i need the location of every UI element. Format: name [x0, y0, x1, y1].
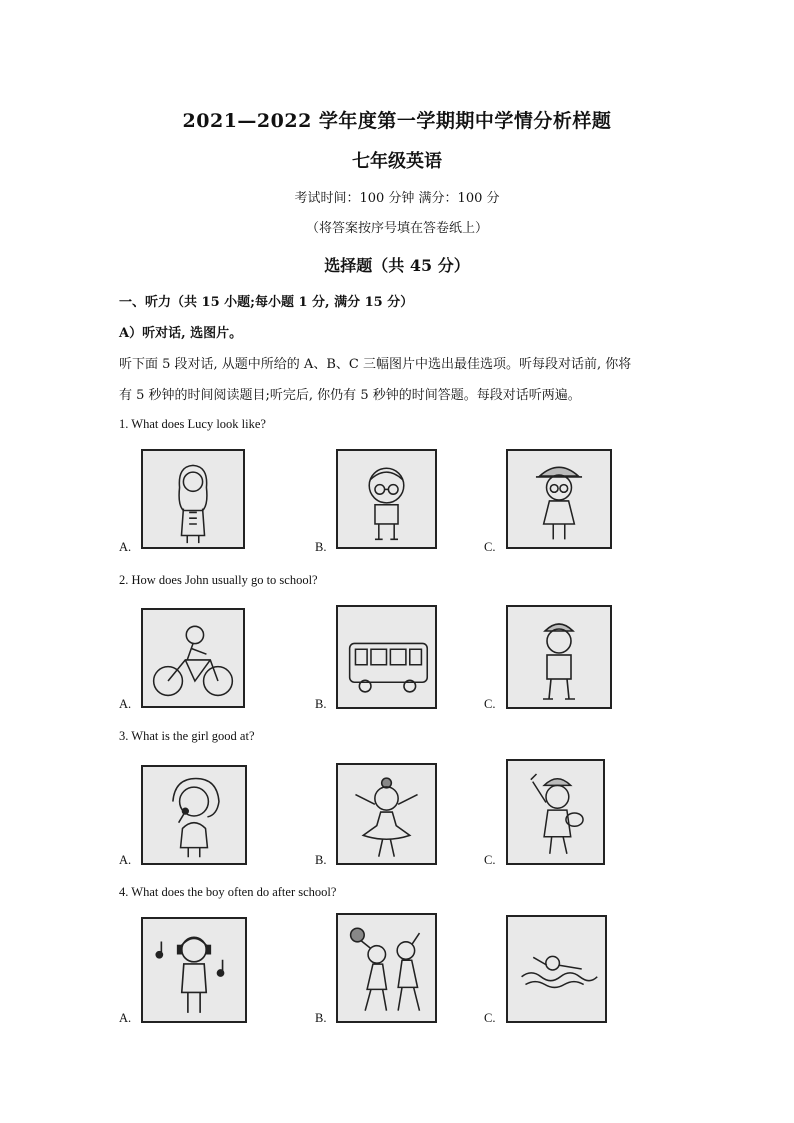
option-4a: A.	[119, 1011, 132, 1025]
music-boy-icon	[141, 917, 247, 1023]
girl-long-hair-icon	[141, 449, 245, 549]
exam-title: 2021—2022 学年度第一学期期中学情分析样题	[182, 110, 612, 132]
option-1c: C.	[484, 540, 496, 554]
option-4c: C.	[484, 1011, 496, 1025]
boy-glasses-icon	[336, 449, 437, 549]
instructions-line-2: 有 5 秒钟的时间阅读题目;听完后, 你仍有 5 秒钟的时间答题。每段对话听两遍。	[119, 388, 581, 403]
subject-title: 七年级英语	[352, 151, 442, 172]
section-title: 选择题（共 45 分）	[324, 256, 470, 275]
instructions-line-1: 听下面 5 段对话, 从题中所给的 A、B、C 三幅图片中选出最佳选项。听每段对话前, 你将	[119, 357, 632, 372]
walking-boy-icon	[506, 605, 612, 709]
option-2a: A.	[119, 697, 132, 711]
option-4b: B.	[315, 1011, 327, 1025]
bicycle-icon	[141, 608, 245, 708]
option-3c: C.	[484, 853, 496, 867]
question-3-text: 3. What is the girl good at?	[119, 729, 255, 743]
option-1b: B.	[315, 540, 327, 554]
question-2-text: 2. How does John usually go to school?	[119, 573, 318, 587]
question-4-text: 4. What does the boy often do after school?	[119, 885, 337, 899]
option-2b: B.	[315, 697, 327, 711]
part-heading: 一、听力（共 15 小题;每小题 1 分, 满分 15 分）	[119, 295, 414, 310]
option-3b: B.	[315, 853, 327, 867]
sub-heading: A）听对话, 选图片。	[119, 326, 243, 341]
question-1-text: 1. What does Lucy look like?	[119, 417, 266, 431]
option-1a: A.	[119, 540, 132, 554]
bus-icon	[336, 605, 437, 709]
girl-hat-glasses-icon	[506, 449, 612, 549]
singing-girl-icon	[141, 765, 247, 865]
dancing-girl-icon	[336, 763, 437, 865]
painting-girl-icon	[506, 759, 605, 865]
answer-note: （将答案按序号填在答卷纸上）	[305, 221, 488, 236]
volleyball-icon	[336, 913, 437, 1023]
exam-info: 考试时间：100 分钟 满分：100 分	[294, 191, 500, 206]
option-3a: A.	[119, 853, 132, 867]
swimming-icon	[506, 915, 607, 1023]
option-2c: C.	[484, 697, 496, 711]
